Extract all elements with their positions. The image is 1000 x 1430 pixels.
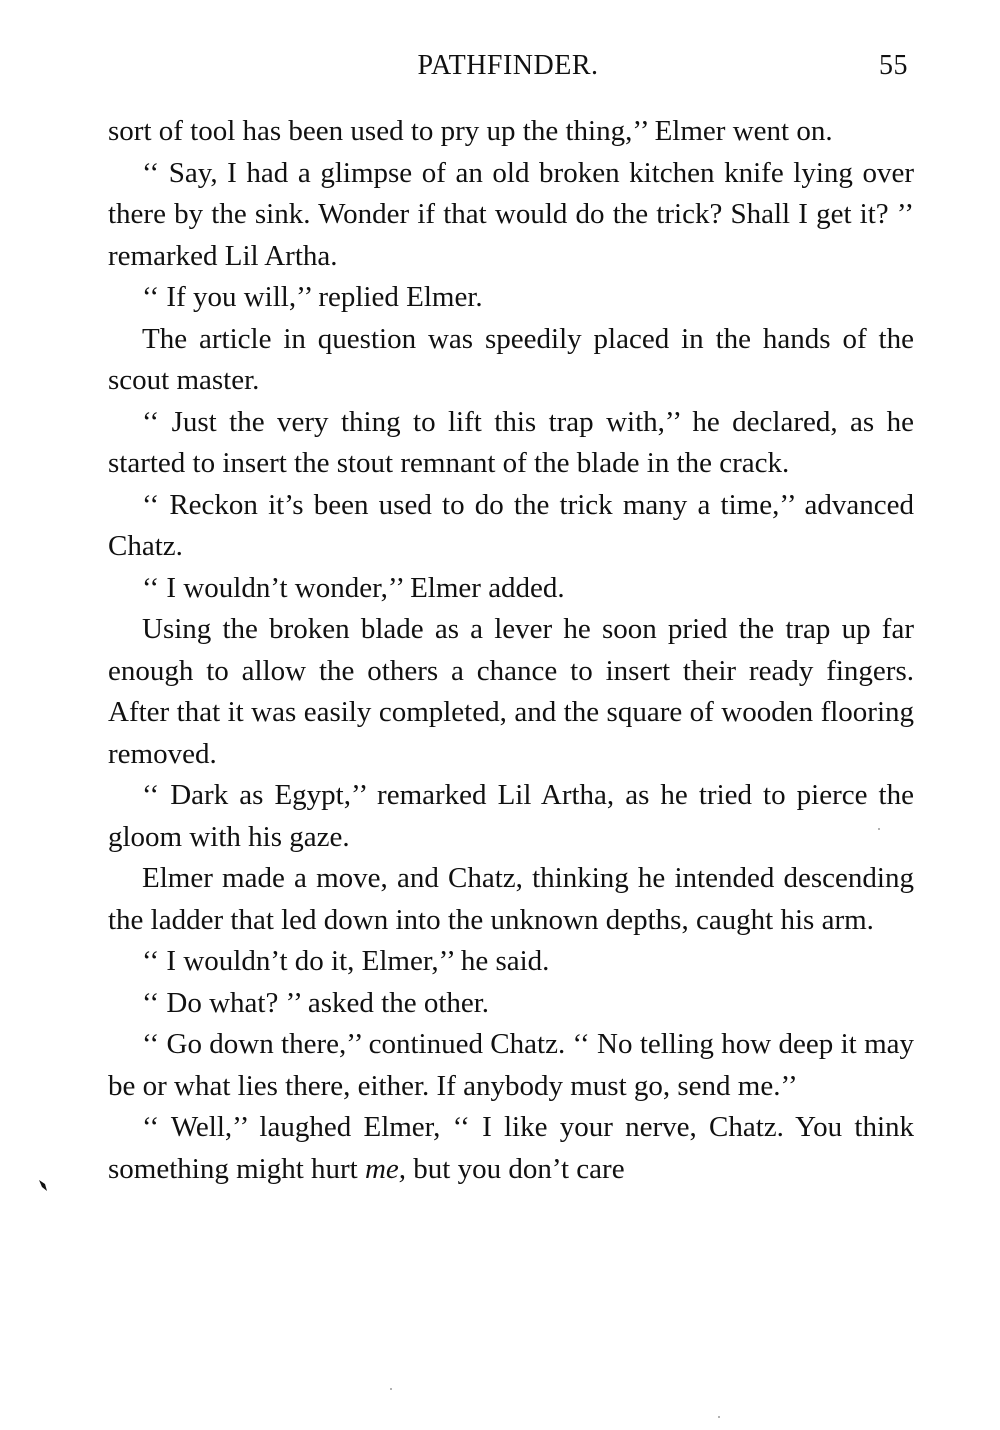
text-run: ‘‘ Say, I had a glimpse of an old broken kitchen knife lying over there by the sink. Wonder if that would do the trick? Shall I get it? ’’ remarked Lil Artha. — [108, 156, 914, 272]
paragraph — [108, 609, 914, 775]
page-number: 55 — [879, 50, 908, 81]
running-head — [108, 50, 908, 86]
paragraph — [108, 858, 914, 941]
paragraph — [108, 485, 914, 568]
paragraph — [108, 1024, 914, 1107]
text-run: ‘‘ If you will,’’ replied Elmer. — [142, 281, 483, 313]
text-run: ‘‘ I wouldn’t do it, Elmer,’’ he said. — [142, 945, 550, 977]
text-run: The article in question was speedily placed in the hands of the scout master. — [108, 322, 914, 396]
paragraph — [108, 568, 914, 610]
paragraph — [108, 277, 914, 319]
paragraph — [108, 319, 914, 402]
text-run: Elmer made a move, and Chatz, thinking he intended descending the ladder that led down into the unknown depths, caught his arm. — [108, 862, 914, 936]
paragraph — [108, 775, 914, 858]
paper-speck — [390, 1388, 392, 1390]
text-run: sort of tool has been used to pry up the thing,’’ Elmer went on. — [108, 115, 833, 147]
text-run: ‘‘ Dark as Egypt,’’ remarked Lil Artha, as he tried to pierce the gloom with his gaze. — [108, 779, 914, 853]
running-title: PATHFINDER. — [417, 50, 599, 81]
paper-speck — [718, 1416, 720, 1418]
paper-speck — [878, 828, 880, 830]
text-run: Using the broken blade as a lever he soon pried the trap up far enough to allow the others a chance to insert their ready fingers. After that it was easily completed, and the square of wooden flooring removed. — [108, 613, 914, 770]
paragraph — [108, 1107, 914, 1190]
text-run: ‘‘ Go down there,’’ continued Chatz. ‘‘ No telling how deep it may be or what lies there, either. If anybody must go, send me.’’ — [108, 1028, 914, 1102]
text-run: ‘‘ Reckon it’s been used to do the trick many a time,’’ advanced Chatz. — [108, 488, 914, 562]
paragraph — [108, 402, 914, 485]
paragraph — [108, 153, 914, 278]
text-run: ‘‘ Just the very thing to lift this trap with,’’ he declared, as he started to insert the stout remnant of the blade in the crack. — [108, 405, 914, 479]
stray-ink-mark — [38, 1178, 50, 1196]
body-text — [108, 111, 914, 1190]
text-run: but you don’t care — [406, 1152, 625, 1185]
text-run: ‘‘ Do what? ’’ asked the other. — [142, 986, 490, 1019]
italic-text: me, — [364, 1152, 407, 1185]
paragraph — [108, 941, 914, 983]
text-run: ‘‘ I wouldn’t wonder,’’ Elmer added. — [142, 571, 565, 604]
text-run: ‘‘ Well,’’ laughed Elmer, ‘‘ I like your nerve, Chatz. You think something might hurt — [108, 1111, 914, 1185]
paragraph — [108, 983, 914, 1025]
paragraph — [108, 111, 914, 153]
